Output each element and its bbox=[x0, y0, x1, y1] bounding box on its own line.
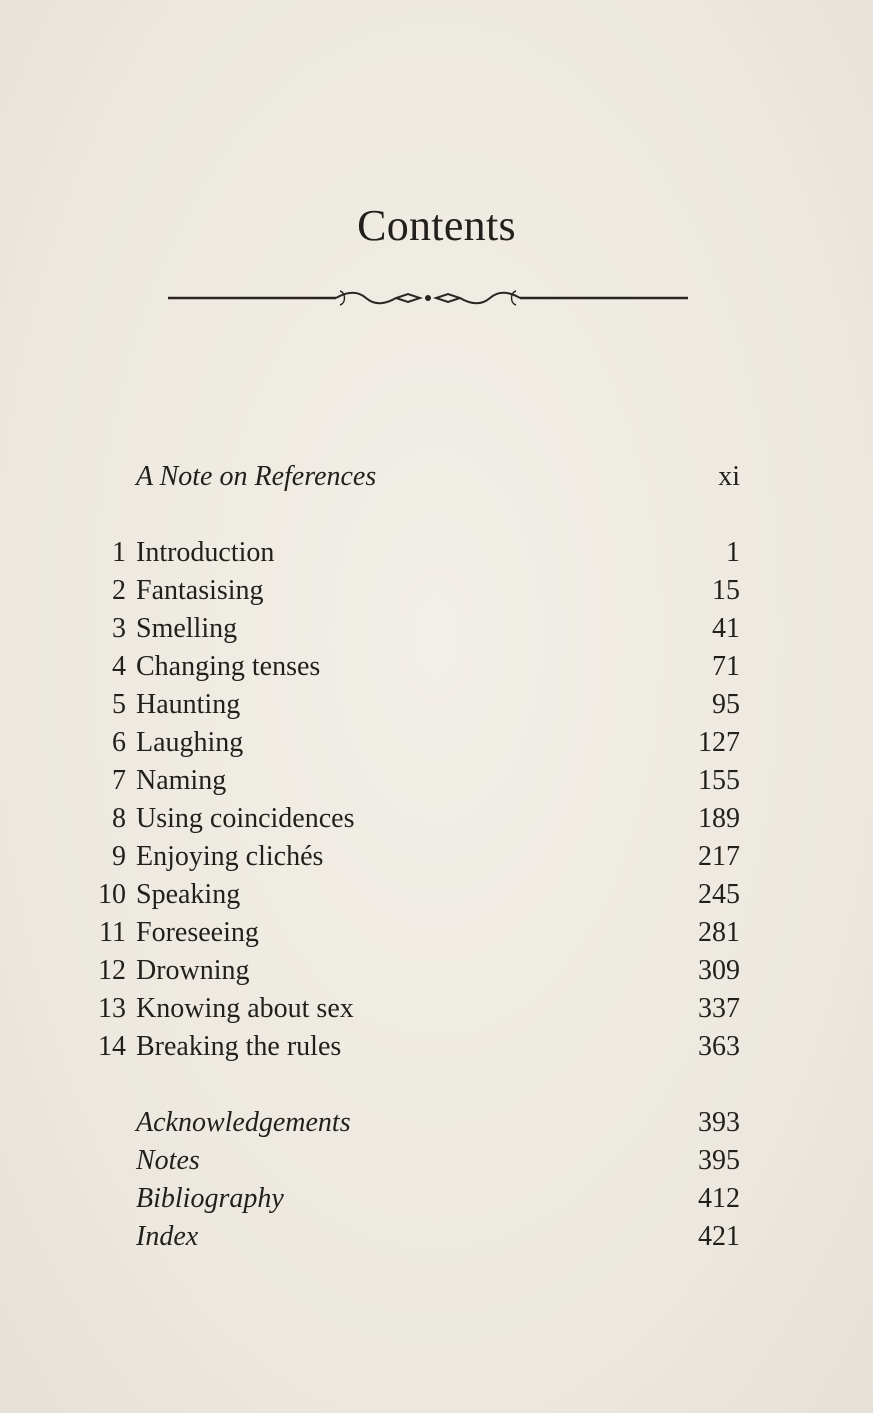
toc-chapter-row[interactable] bbox=[70, 648, 740, 686]
page-title: Contents bbox=[357, 201, 516, 250]
toc-entry-acknowledgements[interactable] bbox=[70, 1104, 740, 1142]
chapter-number: 5 bbox=[112, 689, 126, 720]
toc-chapter-row[interactable] bbox=[70, 762, 740, 800]
chapter-page: 309 bbox=[698, 955, 740, 986]
chapter-title: Foreseeing bbox=[136, 917, 259, 948]
toc-chapter-row[interactable] bbox=[70, 914, 740, 952]
chapter-title: Naming bbox=[136, 765, 227, 796]
chapter-page: 337 bbox=[698, 993, 740, 1024]
chapter-page: 95 bbox=[712, 689, 740, 720]
toc-chapter-row[interactable] bbox=[70, 952, 740, 990]
chapter-title: Haunting bbox=[136, 689, 241, 720]
chapter-title: Enjoying clichés bbox=[136, 841, 324, 872]
chapter-number: 10 bbox=[98, 879, 126, 910]
chapter-page: 363 bbox=[698, 1031, 740, 1062]
chapter-number: 2 bbox=[112, 575, 126, 606]
toc-entry-label: Index bbox=[136, 1221, 199, 1252]
toc-entry-notes[interactable] bbox=[70, 1142, 740, 1180]
chapter-title: Fantasising bbox=[136, 575, 264, 606]
chapter-title: Knowing about sex bbox=[136, 993, 354, 1024]
toc-chapter-row[interactable] bbox=[70, 686, 740, 724]
chapter-page: 281 bbox=[698, 917, 740, 948]
toc-entry-index[interactable] bbox=[70, 1218, 740, 1256]
toc-chapter-row[interactable] bbox=[70, 1028, 740, 1066]
chapter-number: 8 bbox=[112, 803, 126, 834]
chapter-title: Introduction bbox=[136, 537, 275, 568]
toc-chapter-row[interactable] bbox=[70, 990, 740, 1028]
chapter-title: Breaking the rules bbox=[136, 1031, 342, 1062]
decorative-rule-ornament bbox=[168, 283, 688, 313]
chapter-page: 71 bbox=[712, 651, 740, 682]
chapter-number: 4 bbox=[112, 651, 126, 682]
toc-chapter-row[interactable] bbox=[70, 572, 740, 610]
chapter-number: 3 bbox=[112, 613, 126, 644]
chapter-number: 9 bbox=[112, 841, 126, 872]
chapter-page: 41 bbox=[712, 613, 740, 644]
toc-entry-page: 393 bbox=[698, 1107, 740, 1138]
chapter-title: Changing tenses bbox=[136, 651, 321, 682]
toc-entry-page: 412 bbox=[698, 1183, 740, 1214]
chapter-number: 7 bbox=[112, 765, 126, 796]
chapter-page: 155 bbox=[698, 765, 740, 796]
chapter-number: 14 bbox=[98, 1031, 126, 1062]
toc-chapter-row[interactable] bbox=[70, 876, 740, 914]
toc-chapter-row[interactable] bbox=[70, 610, 740, 648]
chapter-title: Speaking bbox=[136, 879, 241, 910]
chapter-page: 189 bbox=[698, 803, 740, 834]
chapter-title: Using coincidences bbox=[136, 803, 355, 834]
chapter-title: Smelling bbox=[136, 613, 238, 644]
toc-chapter-row[interactable] bbox=[70, 838, 740, 876]
chapter-page: 127 bbox=[698, 727, 740, 758]
toc-entry-page: 421 bbox=[698, 1221, 740, 1252]
toc-entry-label: A Note on References bbox=[136, 461, 377, 492]
chapter-page: 1 bbox=[726, 537, 740, 568]
toc-chapter-row[interactable] bbox=[70, 800, 740, 838]
toc-entry-page: 395 bbox=[698, 1145, 740, 1176]
chapter-number: 6 bbox=[112, 727, 126, 758]
chapter-page: 15 bbox=[712, 575, 740, 606]
chapter-page: 217 bbox=[698, 841, 740, 872]
chapter-number: 12 bbox=[98, 955, 126, 986]
chapter-number: 11 bbox=[99, 917, 126, 948]
toc-entry-page: xi bbox=[718, 461, 740, 492]
chapter-title: Drowning bbox=[136, 955, 250, 986]
chapter-title: Laughing bbox=[136, 727, 244, 758]
chapter-page: 245 bbox=[698, 879, 740, 910]
toc-entry-note-on-references[interactable] bbox=[70, 458, 740, 496]
toc-chapter-row[interactable] bbox=[70, 534, 740, 572]
chapter-number: 13 bbox=[98, 993, 126, 1024]
toc-entry-label: Bibliography bbox=[136, 1183, 284, 1214]
toc-chapter-row[interactable] bbox=[70, 724, 740, 762]
chapter-number: 1 bbox=[112, 537, 126, 568]
toc-entry-label: Acknowledgements bbox=[136, 1107, 351, 1138]
toc-entry-label: Notes bbox=[136, 1145, 200, 1176]
toc-entry-bibliography[interactable] bbox=[70, 1180, 740, 1218]
